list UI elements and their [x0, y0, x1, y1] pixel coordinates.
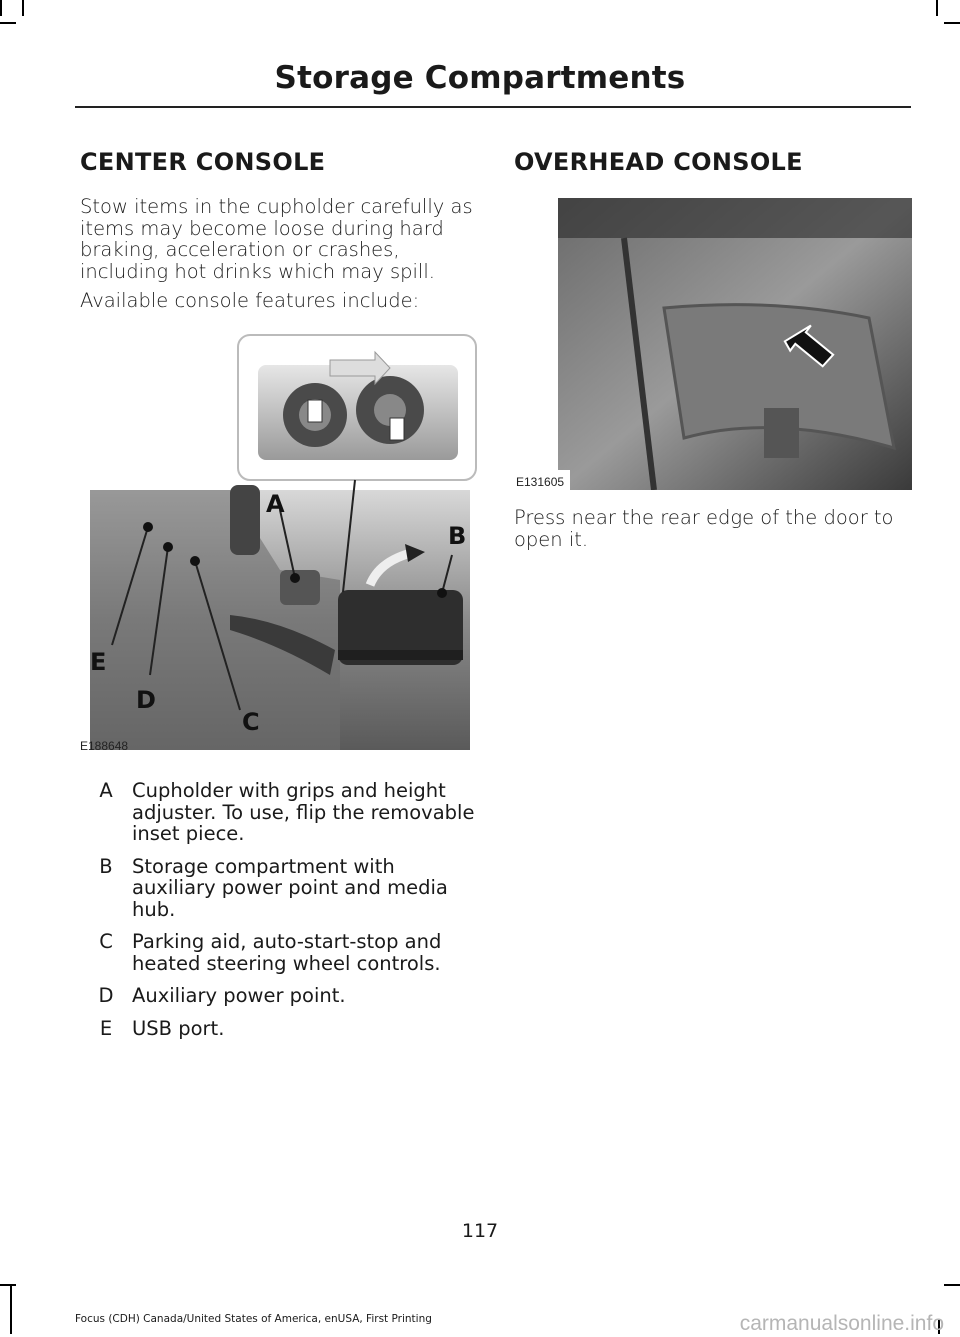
callout-d: D [136, 686, 156, 714]
callout-b: B [448, 522, 467, 550]
figure-code: E188648 [80, 739, 129, 753]
callout-a: A [266, 490, 285, 518]
item-key: C [99, 930, 113, 953]
crop-mark [0, 22, 16, 24]
footer-text: Focus (CDH) Canada/United States of America, enUSA, First Printing [75, 1313, 432, 1325]
features-list [80, 780, 480, 1050]
item-text: Auxiliary power point. [132, 984, 346, 1007]
item-text: USB port. [132, 1016, 225, 1040]
list-item [80, 1018, 480, 1040]
crop-mark [936, 0, 938, 16]
crop-mark [944, 22, 960, 24]
center-console-intro: Stow items in the cupholder carefully as items may become loose during hard braking, acceleration or crashes, including hot drinks which may spill. [80, 195, 473, 283]
cupholder [280, 570, 320, 605]
header-rule [75, 106, 911, 108]
item-key: E [99, 1016, 113, 1040]
figure-code: E131605 [516, 475, 565, 489]
gear-shifter [230, 485, 260, 555]
center-console-heading: CENTER CONSOLE [80, 148, 326, 176]
item-text: Cupholder with grips and height adjuster. To use, flip the removable inset piece. [132, 779, 475, 845]
crop-mark [0, 1284, 16, 1286]
page-number: 117 [461, 1220, 499, 1242]
item-key: A [99, 779, 113, 802]
item-key: B [99, 854, 113, 878]
features-lead: Available console features include: [80, 289, 420, 312]
overhead-console-text: Press near the rear edge of the door to open it. [514, 506, 894, 551]
callout-c: C [242, 708, 260, 736]
item-text: Parking aid, auto-start-stop and heated steering wheel controls. [132, 930, 442, 975]
crop-mark [10, 1284, 12, 1334]
list-item [80, 985, 480, 1007]
item-text: Storage compartment with auxiliary power point and media hub. [132, 854, 448, 921]
crop-mark [0, 0, 2, 16]
overhead-console-figure [514, 198, 912, 490]
callout-e: E [90, 648, 107, 676]
overhead-console-heading: OVERHEAD CONSOLE [514, 148, 803, 176]
list-item [80, 780, 480, 845]
list-item [80, 931, 480, 974]
crop-mark [22, 0, 24, 16]
page-header-title: Storage Compartments [274, 60, 686, 96]
item-key: D [98, 984, 114, 1007]
crop-mark [944, 1284, 960, 1286]
center-console-figure [80, 330, 480, 755]
list-item [80, 856, 480, 921]
watermark: carmanualsonline.info [739, 1312, 944, 1335]
